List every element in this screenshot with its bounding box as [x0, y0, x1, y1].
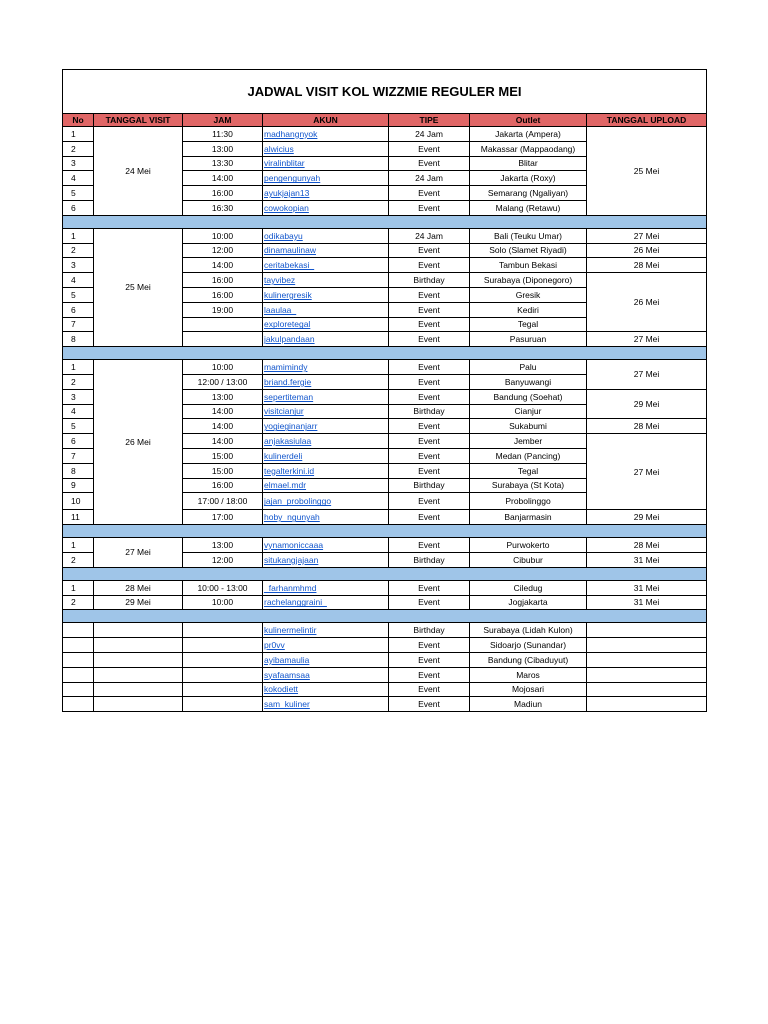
tipe-cell: Event — [389, 374, 470, 389]
akun-link[interactable]: kulinermelintir — [264, 625, 317, 636]
akun-link[interactable]: kulinerdeli — [264, 450, 303, 461]
tipe-cell: Birthday — [389, 623, 470, 638]
jam-cell: 16:00 — [183, 186, 263, 201]
akun-cell — [263, 156, 389, 171]
no-cell — [63, 682, 94, 697]
no-cell: 8 — [63, 332, 94, 347]
no-cell — [63, 697, 94, 712]
outlet-cell: Kediri — [470, 302, 587, 317]
akun-cell — [263, 186, 389, 201]
outlet-cell: Surabaya (St Kota) — [470, 478, 587, 493]
outlet-cell: Cianjur — [470, 404, 587, 419]
no-cell: 1 — [63, 127, 94, 142]
outlet-cell: Banjarmasin — [470, 510, 587, 525]
header-tipe: TIPE — [389, 114, 470, 127]
table-row — [63, 127, 707, 142]
jam-cell: 16:00 — [183, 273, 263, 288]
tipe-cell: Event — [389, 538, 470, 553]
jam-cell: 12:00 — [183, 552, 263, 567]
akun-link[interactable]: alwicius — [264, 143, 294, 154]
no-cell: 2 — [63, 374, 94, 389]
akun-cell — [263, 638, 389, 653]
header-tanggal-upload: TANGGAL UPLOAD — [587, 114, 707, 127]
tipe-cell: 24 Jam — [389, 127, 470, 142]
tanggal-visit-cell: 28 Mei — [94, 580, 183, 595]
section-separator — [63, 610, 707, 623]
tipe-cell: Event — [389, 580, 470, 595]
jam-cell — [183, 332, 263, 347]
akun-link[interactable]: briand.fergie — [264, 376, 312, 387]
akun-cell — [263, 360, 389, 375]
tanggal-visit-cell — [94, 638, 183, 653]
tanggal-upload-cell: 28 Mei — [587, 258, 707, 273]
outlet-cell: Banyuwangi — [470, 374, 587, 389]
akun-cell — [263, 127, 389, 142]
outlet-cell: Pasuruan — [470, 332, 587, 347]
outlet-cell: Bali (Teuku Umar) — [470, 228, 587, 243]
outlet-cell: Malang (Retawu) — [470, 200, 587, 215]
tipe-cell: Event — [389, 389, 470, 404]
jam-cell: 14:00 — [183, 258, 263, 273]
no-cell — [63, 623, 94, 638]
tipe-cell: Event — [389, 448, 470, 463]
header-outlet: Outlet — [470, 114, 587, 127]
section-separator — [63, 567, 707, 580]
akun-cell — [263, 580, 389, 595]
no-cell: 9 — [63, 478, 94, 493]
outlet-cell: Probolinggo — [470, 493, 587, 510]
tipe-cell: Event — [389, 652, 470, 667]
no-cell: 7 — [63, 448, 94, 463]
akun-link[interactable]: jajan_probolinggo — [264, 496, 332, 507]
table-row — [63, 667, 707, 682]
outlet-cell: Cibubur — [470, 552, 587, 567]
tanggal-upload-cell — [587, 697, 707, 712]
tanggal-visit-cell — [94, 667, 183, 682]
header-akun: AKUN — [263, 114, 389, 127]
tanggal-upload-cell: 28 Mei — [587, 538, 707, 553]
no-cell: 2 — [63, 595, 94, 610]
outlet-cell: Sukabumi — [470, 419, 587, 434]
akun-link[interactable]: cowokopian — [264, 202, 309, 213]
outlet-cell: Jogjakarta — [470, 595, 587, 610]
akun-cell — [263, 667, 389, 682]
akun-cell — [263, 243, 389, 258]
table-row — [63, 360, 707, 375]
outlet-cell: Jakarta (Ampera) — [470, 127, 587, 142]
tanggal-upload-cell: 27 Mei — [587, 332, 707, 347]
tipe-cell: Birthday — [389, 478, 470, 493]
akun-cell — [263, 317, 389, 332]
akun-cell — [263, 623, 389, 638]
jam-cell: 14:00 — [183, 419, 263, 434]
akun-link[interactable]: situkangjajaan — [264, 554, 319, 565]
separator-cell — [63, 215, 707, 228]
tanggal-upload-cell — [587, 652, 707, 667]
tipe-cell: Event — [389, 682, 470, 697]
outlet-cell: Bandung (Cibaduyut) — [470, 652, 587, 667]
tipe-cell: Event — [389, 510, 470, 525]
tipe-cell: Event — [389, 287, 470, 302]
no-cell: 1 — [63, 360, 94, 375]
tanggal-upload-cell: 31 Mei — [587, 552, 707, 567]
tanggal-visit-cell: 27 Mei — [94, 538, 183, 568]
jam-cell: 12:00 — [183, 243, 263, 258]
akun-link[interactable]: exploretegal — [264, 319, 311, 330]
tanggal-upload-cell: 31 Mei — [587, 580, 707, 595]
table-row — [63, 623, 707, 638]
tipe-cell: Birthday — [389, 404, 470, 419]
tipe-cell: 24 Jam — [389, 171, 470, 186]
no-cell: 7 — [63, 317, 94, 332]
akun-cell — [263, 652, 389, 667]
jam-cell — [183, 638, 263, 653]
tanggal-upload-cell: 27 Mei — [587, 434, 707, 510]
header-row — [63, 114, 707, 127]
table-row — [63, 638, 707, 653]
outlet-cell: Tegal — [470, 317, 587, 332]
akun-link[interactable]: ceritabekasi_ — [264, 260, 315, 271]
akun-link[interactable]: tegalterkini.id — [264, 465, 315, 476]
akun-cell — [263, 302, 389, 317]
no-cell: 5 — [63, 287, 94, 302]
tanggal-upload-cell — [587, 682, 707, 697]
tanggal-upload-cell — [587, 638, 707, 653]
tanggal-upload-cell: 27 Mei — [587, 228, 707, 243]
akun-cell — [263, 287, 389, 302]
akun-link[interactable]: ayibamaulia — [264, 654, 310, 665]
akun-cell — [263, 332, 389, 347]
jam-cell: 14:00 — [183, 171, 263, 186]
no-cell — [63, 652, 94, 667]
tanggal-upload-cell: 29 Mei — [587, 389, 707, 419]
akun-cell — [263, 434, 389, 449]
akun-link[interactable]: sepertiteman — [264, 391, 314, 402]
jam-cell: 10:00 — [183, 228, 263, 243]
jam-cell: 14:00 — [183, 434, 263, 449]
akun-link[interactable]: ayukjajan13 — [264, 188, 310, 199]
akun-link[interactable]: _farhanmhmd — [264, 582, 317, 593]
tipe-cell: Event — [389, 200, 470, 215]
outlet-cell: Palu — [470, 360, 587, 375]
no-cell: 6 — [63, 200, 94, 215]
akun-link[interactable]: rachelanggraini_ — [264, 597, 327, 608]
tanggal-visit-cell: 29 Mei — [94, 595, 183, 610]
akun-cell — [263, 682, 389, 697]
tanggal-visit-cell — [94, 682, 183, 697]
tanggal-upload-cell — [587, 623, 707, 638]
outlet-cell: Surabaya (Diponegoro) — [470, 273, 587, 288]
separator-cell — [63, 347, 707, 360]
section-separator — [63, 215, 707, 228]
outlet-cell: Maros — [470, 667, 587, 682]
no-cell: 1 — [63, 538, 94, 553]
schedule-table — [62, 69, 707, 712]
no-cell: 2 — [63, 243, 94, 258]
tanggal-visit-cell — [94, 697, 183, 712]
jam-cell — [183, 697, 263, 712]
section-separator — [63, 347, 707, 360]
akun-link[interactable]: pr0vv — [264, 640, 285, 650]
outlet-cell: Madiun — [470, 697, 587, 712]
tanggal-upload-cell: 28 Mei — [587, 419, 707, 434]
jam-cell: 13:00 — [183, 389, 263, 404]
tanggal-upload-cell — [587, 667, 707, 682]
tipe-cell: Birthday — [389, 273, 470, 288]
tanggal-visit-cell: 26 Mei — [94, 360, 183, 525]
tipe-cell: Event — [389, 302, 470, 317]
outlet-cell: Tegal — [470, 463, 587, 478]
tipe-cell: Event — [389, 638, 470, 653]
akun-link[interactable]: jakulpandaan — [264, 334, 315, 345]
no-cell: 11 — [63, 510, 94, 525]
akun-link[interactable]: laaulaa_ — [264, 304, 297, 315]
outlet-cell: Gresik — [470, 287, 587, 302]
jam-cell: 17:00 / 18:00 — [183, 493, 263, 510]
outlet-cell: Jakarta (Roxy) — [470, 171, 587, 186]
jam-cell: 10:00 - 13:00 — [183, 580, 263, 595]
jam-cell — [183, 623, 263, 638]
tipe-cell: Event — [389, 419, 470, 434]
tipe-cell: Event — [389, 697, 470, 712]
akun-cell — [263, 228, 389, 243]
akun-link[interactable]: kulinergresik — [264, 289, 312, 300]
table-row — [63, 697, 707, 712]
outlet-cell: Solo (Slamet Riyadi) — [470, 243, 587, 258]
akun-cell — [263, 200, 389, 215]
tipe-cell: Event — [389, 156, 470, 171]
akun-link[interactable]: yogieginanjarr — [264, 421, 318, 432]
akun-cell — [263, 374, 389, 389]
no-cell: 2 — [63, 141, 94, 156]
akun-cell — [263, 463, 389, 478]
header-no: No — [63, 114, 94, 127]
tanggal-visit-cell: 24 Mei — [94, 127, 183, 216]
tanggal-upload-cell: 27 Mei — [587, 360, 707, 390]
jam-cell: 12:00 / 13:00 — [183, 374, 263, 389]
no-cell: 3 — [63, 258, 94, 273]
tanggal-upload-cell: 26 Mei — [587, 273, 707, 332]
jam-cell: 16:00 — [183, 287, 263, 302]
jam-cell: 15:00 — [183, 463, 263, 478]
akun-cell — [263, 389, 389, 404]
jam-cell: 10:00 — [183, 360, 263, 375]
akun-link[interactable]: syafaamsaa — [264, 669, 310, 680]
outlet-cell: Bandung (Soehat) — [470, 389, 587, 404]
akun-link[interactable]: mamimindy — [264, 362, 308, 373]
akun-link[interactable]: viralinblitar — [264, 158, 305, 169]
tipe-cell: Event — [389, 332, 470, 347]
no-cell: 4 — [63, 171, 94, 186]
no-cell: 2 — [63, 552, 94, 567]
jam-cell: 13:00 — [183, 538, 263, 553]
no-cell: 3 — [63, 156, 94, 171]
outlet-cell: Tambun Bekasi — [470, 258, 587, 273]
akun-link[interactable]: dinamaulinaw — [264, 245, 316, 256]
separator-cell — [63, 610, 707, 623]
akun-cell — [263, 478, 389, 493]
akun-cell — [263, 419, 389, 434]
akun-cell — [263, 258, 389, 273]
no-cell: 4 — [63, 404, 94, 419]
tipe-cell: Event — [389, 186, 470, 201]
no-cell: 1 — [63, 228, 94, 243]
table-row — [63, 682, 707, 697]
tanggal-upload-cell: 25 Mei — [587, 127, 707, 216]
tipe-cell: Event — [389, 141, 470, 156]
separator-cell — [63, 525, 707, 538]
sheet-title: JADWAL VISIT KOL WIZZMIE REGULER MEI — [63, 70, 707, 114]
no-cell: 1 — [63, 580, 94, 595]
akun-link[interactable]: madhangnyok — [264, 128, 318, 139]
no-cell — [63, 667, 94, 682]
no-cell: 8 — [63, 463, 94, 478]
tanggal-visit-cell — [94, 623, 183, 638]
table-row — [63, 580, 707, 595]
akun-cell — [263, 510, 389, 525]
jam-cell — [183, 682, 263, 697]
no-cell: 6 — [63, 302, 94, 317]
outlet-cell: Medan (Pancing) — [470, 448, 587, 463]
akun-cell — [263, 493, 389, 510]
tanggal-visit-cell: 25 Mei — [94, 228, 183, 346]
tipe-cell: Event — [389, 243, 470, 258]
table-row — [63, 538, 707, 553]
no-cell: 5 — [63, 186, 94, 201]
header-jam: JAM — [183, 114, 263, 127]
outlet-cell: Surabaya (Lidah Kulon) — [470, 623, 587, 638]
section-separator — [63, 525, 707, 538]
akun-cell — [263, 552, 389, 567]
jam-cell: 15:00 — [183, 448, 263, 463]
table-row — [63, 595, 707, 610]
akun-cell — [263, 697, 389, 712]
outlet-cell: Makassar (Mappaodang) — [470, 141, 587, 156]
akun-cell — [263, 538, 389, 553]
akun-link[interactable]: anjakasiulaa — [264, 436, 312, 447]
akun-link[interactable]: visitcianjur — [264, 406, 304, 417]
outlet-cell: Ciledug — [470, 580, 587, 595]
outlet-cell: Purwokerto — [470, 538, 587, 553]
header-tanggal-visit: TANGGAL VISIT — [94, 114, 183, 127]
jam-cell — [183, 317, 263, 332]
no-cell: 10 — [63, 493, 94, 510]
akun-link[interactable]: kokodiett — [264, 684, 299, 695]
jam-cell: 14:00 — [183, 404, 263, 419]
outlet-cell: Semarang (Ngaliyan) — [470, 186, 587, 201]
tipe-cell: Event — [389, 667, 470, 682]
tipe-cell: Event — [389, 360, 470, 375]
jam-cell: 19:00 — [183, 302, 263, 317]
akun-link[interactable]: vynamoniccaaa — [264, 540, 324, 551]
akun-cell — [263, 141, 389, 156]
jam-cell: 11:30 — [183, 127, 263, 142]
akun-link[interactable]: odikabayu — [264, 230, 303, 241]
no-cell: 5 — [63, 419, 94, 434]
tanggal-upload-cell: 26 Mei — [587, 243, 707, 258]
akun-link[interactable]: tayvibez — [264, 275, 296, 286]
jam-cell: 17:00 — [183, 510, 263, 525]
tipe-cell: Event — [389, 258, 470, 273]
akun-cell — [263, 595, 389, 610]
jam-cell — [183, 652, 263, 667]
tipe-cell: Event — [389, 317, 470, 332]
no-cell: 3 — [63, 389, 94, 404]
outlet-cell: Sidoarjo (Sunandar) — [470, 638, 587, 653]
tipe-cell: Event — [389, 463, 470, 478]
tanggal-upload-cell: 31 Mei — [587, 595, 707, 610]
no-cell: 4 — [63, 273, 94, 288]
tanggal-visit-cell — [94, 652, 183, 667]
outlet-cell: Jember — [470, 434, 587, 449]
jam-cell: 13:30 — [183, 156, 263, 171]
tipe-cell: Birthday — [389, 552, 470, 567]
table-row — [63, 228, 707, 243]
jam-cell: 16:00 — [183, 478, 263, 493]
jam-cell: 16:30 — [183, 200, 263, 215]
tipe-cell: Event — [389, 493, 470, 510]
outlet-cell: Mojosari — [470, 682, 587, 697]
akun-link[interactable]: elmael.mdr — [264, 480, 307, 491]
no-cell — [63, 638, 94, 653]
tipe-cell: 24 Jam — [389, 228, 470, 243]
akun-cell — [263, 404, 389, 419]
jam-cell: 13:00 — [183, 141, 263, 156]
jam-cell: 10:00 — [183, 595, 263, 610]
tipe-cell: Event — [389, 595, 470, 610]
akun-link[interactable]: pengengunyah — [264, 173, 321, 184]
tipe-cell: Event — [389, 434, 470, 449]
akun-cell — [263, 448, 389, 463]
no-cell: 6 — [63, 434, 94, 449]
akun-link[interactable]: sam_kuliner — [264, 699, 310, 710]
separator-cell — [63, 567, 707, 580]
akun-cell — [263, 273, 389, 288]
jam-cell — [183, 667, 263, 682]
akun-link[interactable]: hoby_ngunyah — [264, 512, 320, 523]
tanggal-upload-cell: 29 Mei — [587, 510, 707, 525]
outlet-cell: Blitar — [470, 156, 587, 171]
table-row — [63, 652, 707, 667]
akun-cell — [263, 171, 389, 186]
